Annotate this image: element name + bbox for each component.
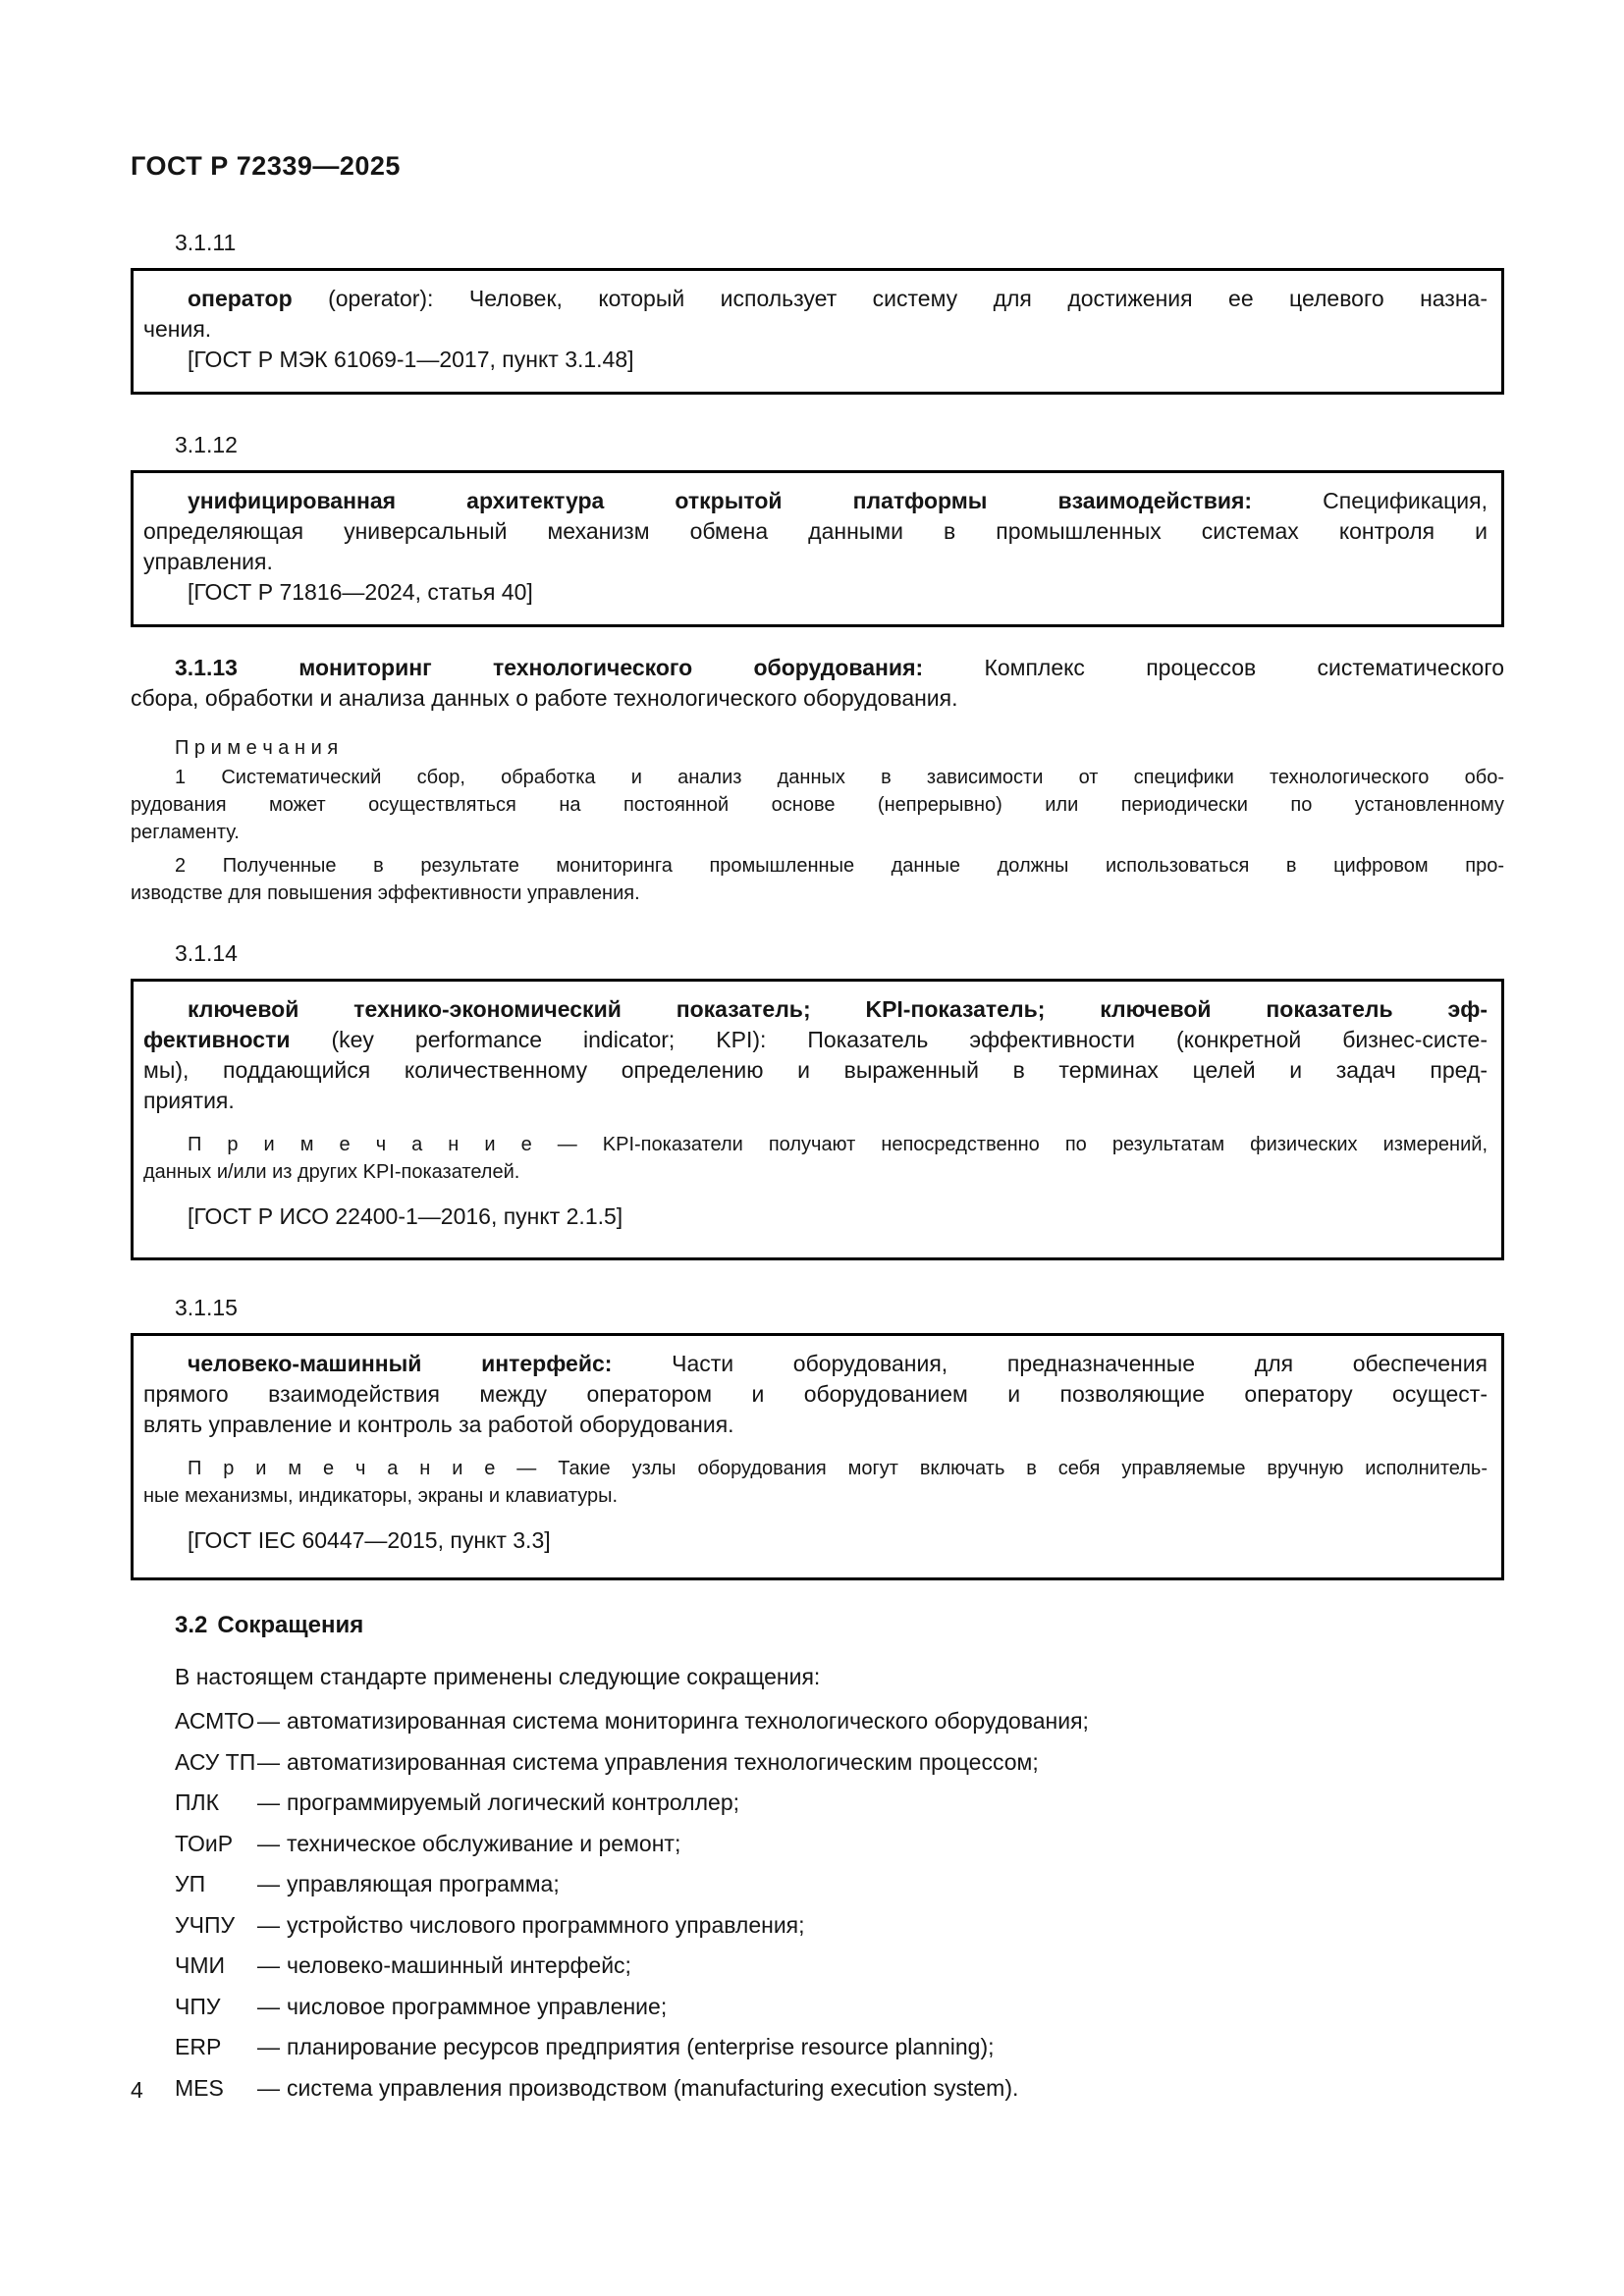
- abbr-term: ЧПУ: [175, 1993, 221, 2019]
- definition-line: управления.: [143, 549, 273, 574]
- definition-box-hmi: [131, 1333, 1504, 1580]
- abbr-term: ERP: [175, 2034, 222, 2059]
- definition-line: влять управление и контроль за работой оборудования.: [143, 1412, 734, 1437]
- abbr-term: ЧМИ: [175, 1952, 226, 1978]
- abbreviations-intro: В настоящем стандарте применены следующие сокращения:: [175, 1664, 821, 1689]
- subsection-heading-abbreviations: [131, 1611, 1504, 1640]
- citation: [ГОСТ Р ИСО 22400-1—2016, пункт 2.1.5]: [188, 1203, 623, 1229]
- definition-text: Комплекс процессов систематического: [923, 655, 1504, 680]
- abbreviation-row: [131, 1710, 1504, 1734]
- definition-box-kpi: [131, 979, 1504, 1260]
- abbr-term: MES: [175, 2074, 224, 2101]
- note-line: П р и м е ч а н и е — KPI-показатели получают непосредственно по результатам физических измерений,: [188, 1134, 1488, 1155]
- abbr-dash: —: [257, 1830, 280, 1856]
- abbr-term: АСМТО: [175, 1708, 255, 1734]
- citation: [ГОСТ Р 71816—2024, статья 40]: [188, 579, 533, 605]
- abbr-term: АСУ ТП: [175, 1748, 256, 1775]
- abbreviation-row: [131, 1954, 1504, 1978]
- note-line: П р и м е ч а н и е — Такие узлы оборудования могут включать в себя управляемые вручную исполнитель-: [188, 1458, 1488, 1479]
- abbr-description: числовое программное управление;: [287, 1993, 668, 2019]
- abbreviation-row: [131, 2074, 1504, 2101]
- abbreviations-list: [131, 1708, 1504, 2103]
- abbr-dash: —: [257, 1952, 280, 1978]
- abbreviation-row: [131, 1873, 1504, 1896]
- note-item: [143, 1131, 1488, 1186]
- term-bold: оператор: [188, 286, 293, 311]
- definition-text: (key performance indicator; KPI): Показатель эффективности (конкретной бизнес-систе-: [290, 1027, 1488, 1052]
- note-line: регламенту.: [131, 822, 240, 843]
- section-label-3-1-12: 3.1.12: [175, 432, 238, 457]
- heading-text: Сокращения: [217, 1612, 364, 1638]
- definition-line: [143, 284, 1488, 314]
- abbreviation-row: [131, 1791, 1504, 1815]
- term-bold: фективности: [143, 1027, 291, 1052]
- abbr-dash: —: [257, 1993, 280, 2019]
- abbr-description: автоматизированная система управления технологическим процессом;: [287, 1748, 1039, 1775]
- note-line: рудования может осуществляться на постоянной основе (непрерывно) или периодически по установленному: [131, 794, 1504, 816]
- term-bold: ключевой технико-экономический показатель; KPI-показатель; ключевой показатель эф-: [188, 996, 1488, 1022]
- abbr-dash: —: [257, 1871, 280, 1896]
- section-label-3-1-15: 3.1.15: [175, 1295, 238, 1320]
- term-bold: унифицированная архитектура открытой платформы взаимодействия:: [188, 488, 1253, 513]
- definition-line: определяющая универсальный механизм обмена данными в промышленных системах контроля и: [143, 518, 1488, 544]
- note-item-2: [131, 852, 1504, 907]
- abbreviation-row: [131, 1993, 1504, 2019]
- note-line: 2 Полученные в результате мониторинга промышленные данные должны использоваться в цифровом про-: [175, 855, 1504, 877]
- abbr-dash: —: [257, 1708, 280, 1734]
- abbr-description: программируемый логический контроллер;: [287, 1789, 739, 1815]
- term-bold: 3.1.13 мониторинг технологического оборудования:: [175, 655, 924, 680]
- abbr-term: УЧПУ: [175, 1911, 236, 1938]
- abbr-description: планирование ресурсов предприятия (enterprise resource planning);: [287, 2034, 995, 2059]
- definition-box-unified-architecture: [131, 470, 1504, 627]
- abbr-dash: —: [257, 2034, 280, 2059]
- definition-line: [131, 653, 1504, 683]
- citation: [ГОСТ Р МЭК 61069-1—2017, пункт 3.1.48]: [188, 347, 634, 372]
- abbr-description: устройство числового программного управления;: [287, 1911, 805, 1938]
- definition-text: Части оборудования, предназначенные для обеспечения: [612, 1351, 1488, 1376]
- abbr-description: человеко-машинный интерфейс;: [287, 1952, 631, 1978]
- notes-title: П р и м е ч а н и я: [175, 737, 339, 759]
- abbr-description: техническое обслуживание и ремонт;: [287, 1830, 681, 1856]
- note-line: 1 Систематический сбор, обработка и анализ данных в зависимости от специфики технологического обо-: [175, 767, 1504, 788]
- note-item-1: [131, 764, 1504, 846]
- abbr-dash: —: [257, 2074, 280, 2101]
- abbr-dash: —: [257, 1748, 280, 1775]
- abbreviation-row: [131, 1830, 1504, 1856]
- abbreviation-row: [131, 2036, 1504, 2059]
- heading-number: 3.2: [175, 1612, 208, 1638]
- definition-line: [143, 1349, 1488, 1379]
- note-item: [143, 1455, 1488, 1510]
- abbreviation-row: [131, 1748, 1504, 1775]
- definition-line: сбора, обработки и анализа данных о работе технологического оборудования.: [131, 685, 958, 711]
- abbr-dash: —: [257, 1911, 280, 1938]
- note-line: данных и/или из других KPI-показателей.: [143, 1161, 520, 1183]
- abbr-term: ПЛК: [175, 1789, 220, 1815]
- definition-text: (operator): Человек, который использует систему для достижения ее целевого назна-: [292, 286, 1488, 311]
- definition-line: [143, 1025, 1488, 1055]
- abbr-description: автоматизированная система мониторинга технологического оборудования;: [287, 1708, 1089, 1734]
- section-label-3-1-11: 3.1.11: [175, 230, 237, 255]
- definition-line: [143, 486, 1488, 516]
- abbreviation-row: [131, 1911, 1504, 1938]
- definition-line: мы), поддающийся количественному определению и выраженный в терминах целей и задач пред-: [143, 1057, 1488, 1083]
- section-label-3-1-14: 3.1.14: [175, 940, 238, 966]
- citation: [ГОСТ IEC 60447—2015, пункт 3.3]: [188, 1527, 551, 1553]
- definition-line: прямого взаимодействия между оператором и оборудованием и позволяющие оператору осущест-: [143, 1381, 1488, 1407]
- definition-line: чения.: [143, 316, 212, 342]
- abbr-term: ТОиР: [175, 1830, 234, 1856]
- term-bold: человеко-машинный интерфейс:: [188, 1351, 613, 1376]
- definition-box-operator: [131, 268, 1504, 395]
- definition-line: приятия.: [143, 1088, 235, 1113]
- document-header: ГОСТ Р 72339—2025: [131, 151, 401, 181]
- note-line: ные механизмы, индикаторы, экраны и клавиатуры.: [143, 1485, 619, 1507]
- definition-text: Спецификация,: [1252, 488, 1488, 513]
- paragraph-3-1-13: [131, 653, 1504, 714]
- note-line: изводстве для повышения эффективности управления.: [131, 882, 640, 904]
- abbr-dash: —: [257, 1789, 280, 1815]
- definition-line: [143, 994, 1488, 1025]
- abbr-description: управляющая программа;: [287, 1871, 560, 1896]
- abbr-description: система управления производством (manufacturing execution system).: [287, 2074, 1019, 2101]
- abbr-term: УП: [175, 1871, 206, 1896]
- page-number: 4: [131, 2077, 143, 2103]
